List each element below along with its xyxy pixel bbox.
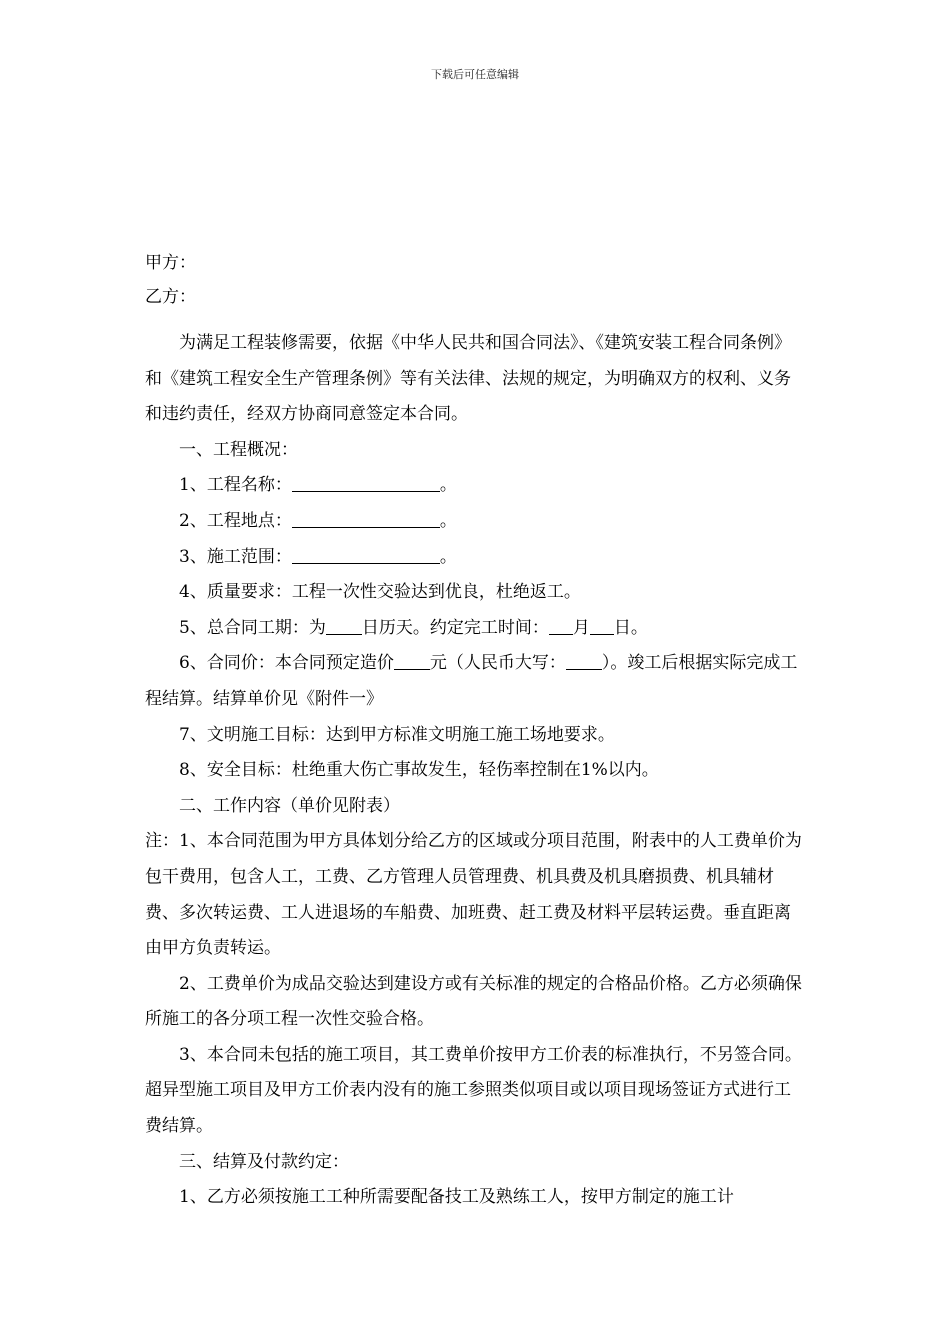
quality-requirement: 4、质量要求：工程一次性交验达到优良，杜绝返工。 xyxy=(179,582,581,603)
preamble-paragraph: 为满足工程装修需要，依据《中华人民共和国合同法》、《建筑安装工程合同条例》和《建筑工程安全生产管理条例》等有关法律、法规的规定，为明确双方的权利、义务和违约责任，经双方协商同意签定本合同。 xyxy=(145,333,791,425)
project-name-label: 1、工程名称： xyxy=(179,475,292,496)
civilized-construction-goal: 7、文明施工目标：达到甲方标准文明施工施工场地要求。 xyxy=(179,724,615,745)
section-3-heading: 三、结算及付款约定： xyxy=(179,1151,349,1172)
period: 。 xyxy=(439,475,457,496)
construction-scope-blank xyxy=(292,546,440,564)
section-3-item-1: 1、乙方必须按施工工种所需要配备技工及熟练工人，按甲方制定的施工计 xyxy=(179,1187,734,1208)
party-b-label: 乙方： xyxy=(145,287,196,307)
spacer xyxy=(145,314,805,326)
project-name-line xyxy=(145,468,805,504)
project-location-line xyxy=(145,504,805,540)
period: 。 xyxy=(439,510,457,531)
project-location-blank xyxy=(292,510,440,528)
duration-text: 5、总合同工期：为 xyxy=(179,617,326,638)
page-header: 下载后可任意编辑 xyxy=(431,68,519,81)
period: 。 xyxy=(439,546,457,567)
duration-days-blank xyxy=(326,617,362,635)
settlement-text: ）。竣工后根据实际完成工程结算。结算单价见《附件一》 xyxy=(145,653,798,709)
price-uppercase-text: 元（人民币大写： xyxy=(429,653,566,674)
day-blank xyxy=(590,617,614,635)
note-2-paragraph: 2、工费单价为成品交验达到建设方或有关标准的规定的合格品价格。乙方必须确保所施工的各分项工程一次性交验合格。 xyxy=(145,973,802,1030)
price-uppercase-blank xyxy=(566,652,602,670)
safety-goal: 8、安全目标：杜绝重大伤亡事故发生，轻伤率控制在1%以内。 xyxy=(179,760,659,781)
price-amount-blank xyxy=(394,652,430,670)
party-a-label: 甲方： xyxy=(145,253,196,273)
section-2-heading: 二、工作内容（单价见附表） xyxy=(179,795,400,816)
project-location-label: 2、工程地点： xyxy=(179,510,292,531)
duration-line xyxy=(145,611,805,647)
month-blank xyxy=(549,617,573,635)
construction-scope-label: 3、施工范围： xyxy=(179,546,292,567)
note-3-paragraph: 3、本合同未包括的施工项目，其工费单价按甲方工价表的标准执行，不另签合同。超异型施工项目及甲方工价表内没有的施工参照类似项目或以项目现场签证方式进行工费结算。 xyxy=(145,1044,802,1137)
contract-body xyxy=(145,246,805,1216)
day-text: 日。 xyxy=(613,617,648,638)
price-text: 6、合同价：本合同预定造价 xyxy=(179,653,394,674)
completion-text: 日历天。约定完工时间： xyxy=(361,617,549,638)
contract-price-paragraph xyxy=(145,646,805,717)
construction-scope-line xyxy=(145,540,805,576)
note-1-paragraph: 注：1、本合同范围为甲方具体划分给乙方的区域或分项目范围，附表中的人工费单价为包干费用，包含人工，工费、乙方管理人员管理费、机具费及机具磨损费、机具辅材费、多次转运费、工人进退场的车船费、加班费、赶工费及材料平层转运费。垂直距离由甲方负责转运。 xyxy=(145,831,802,959)
month-text: 月 xyxy=(572,617,590,638)
project-name-blank xyxy=(292,474,440,492)
section-1-heading: 一、工程概况： xyxy=(179,439,298,460)
